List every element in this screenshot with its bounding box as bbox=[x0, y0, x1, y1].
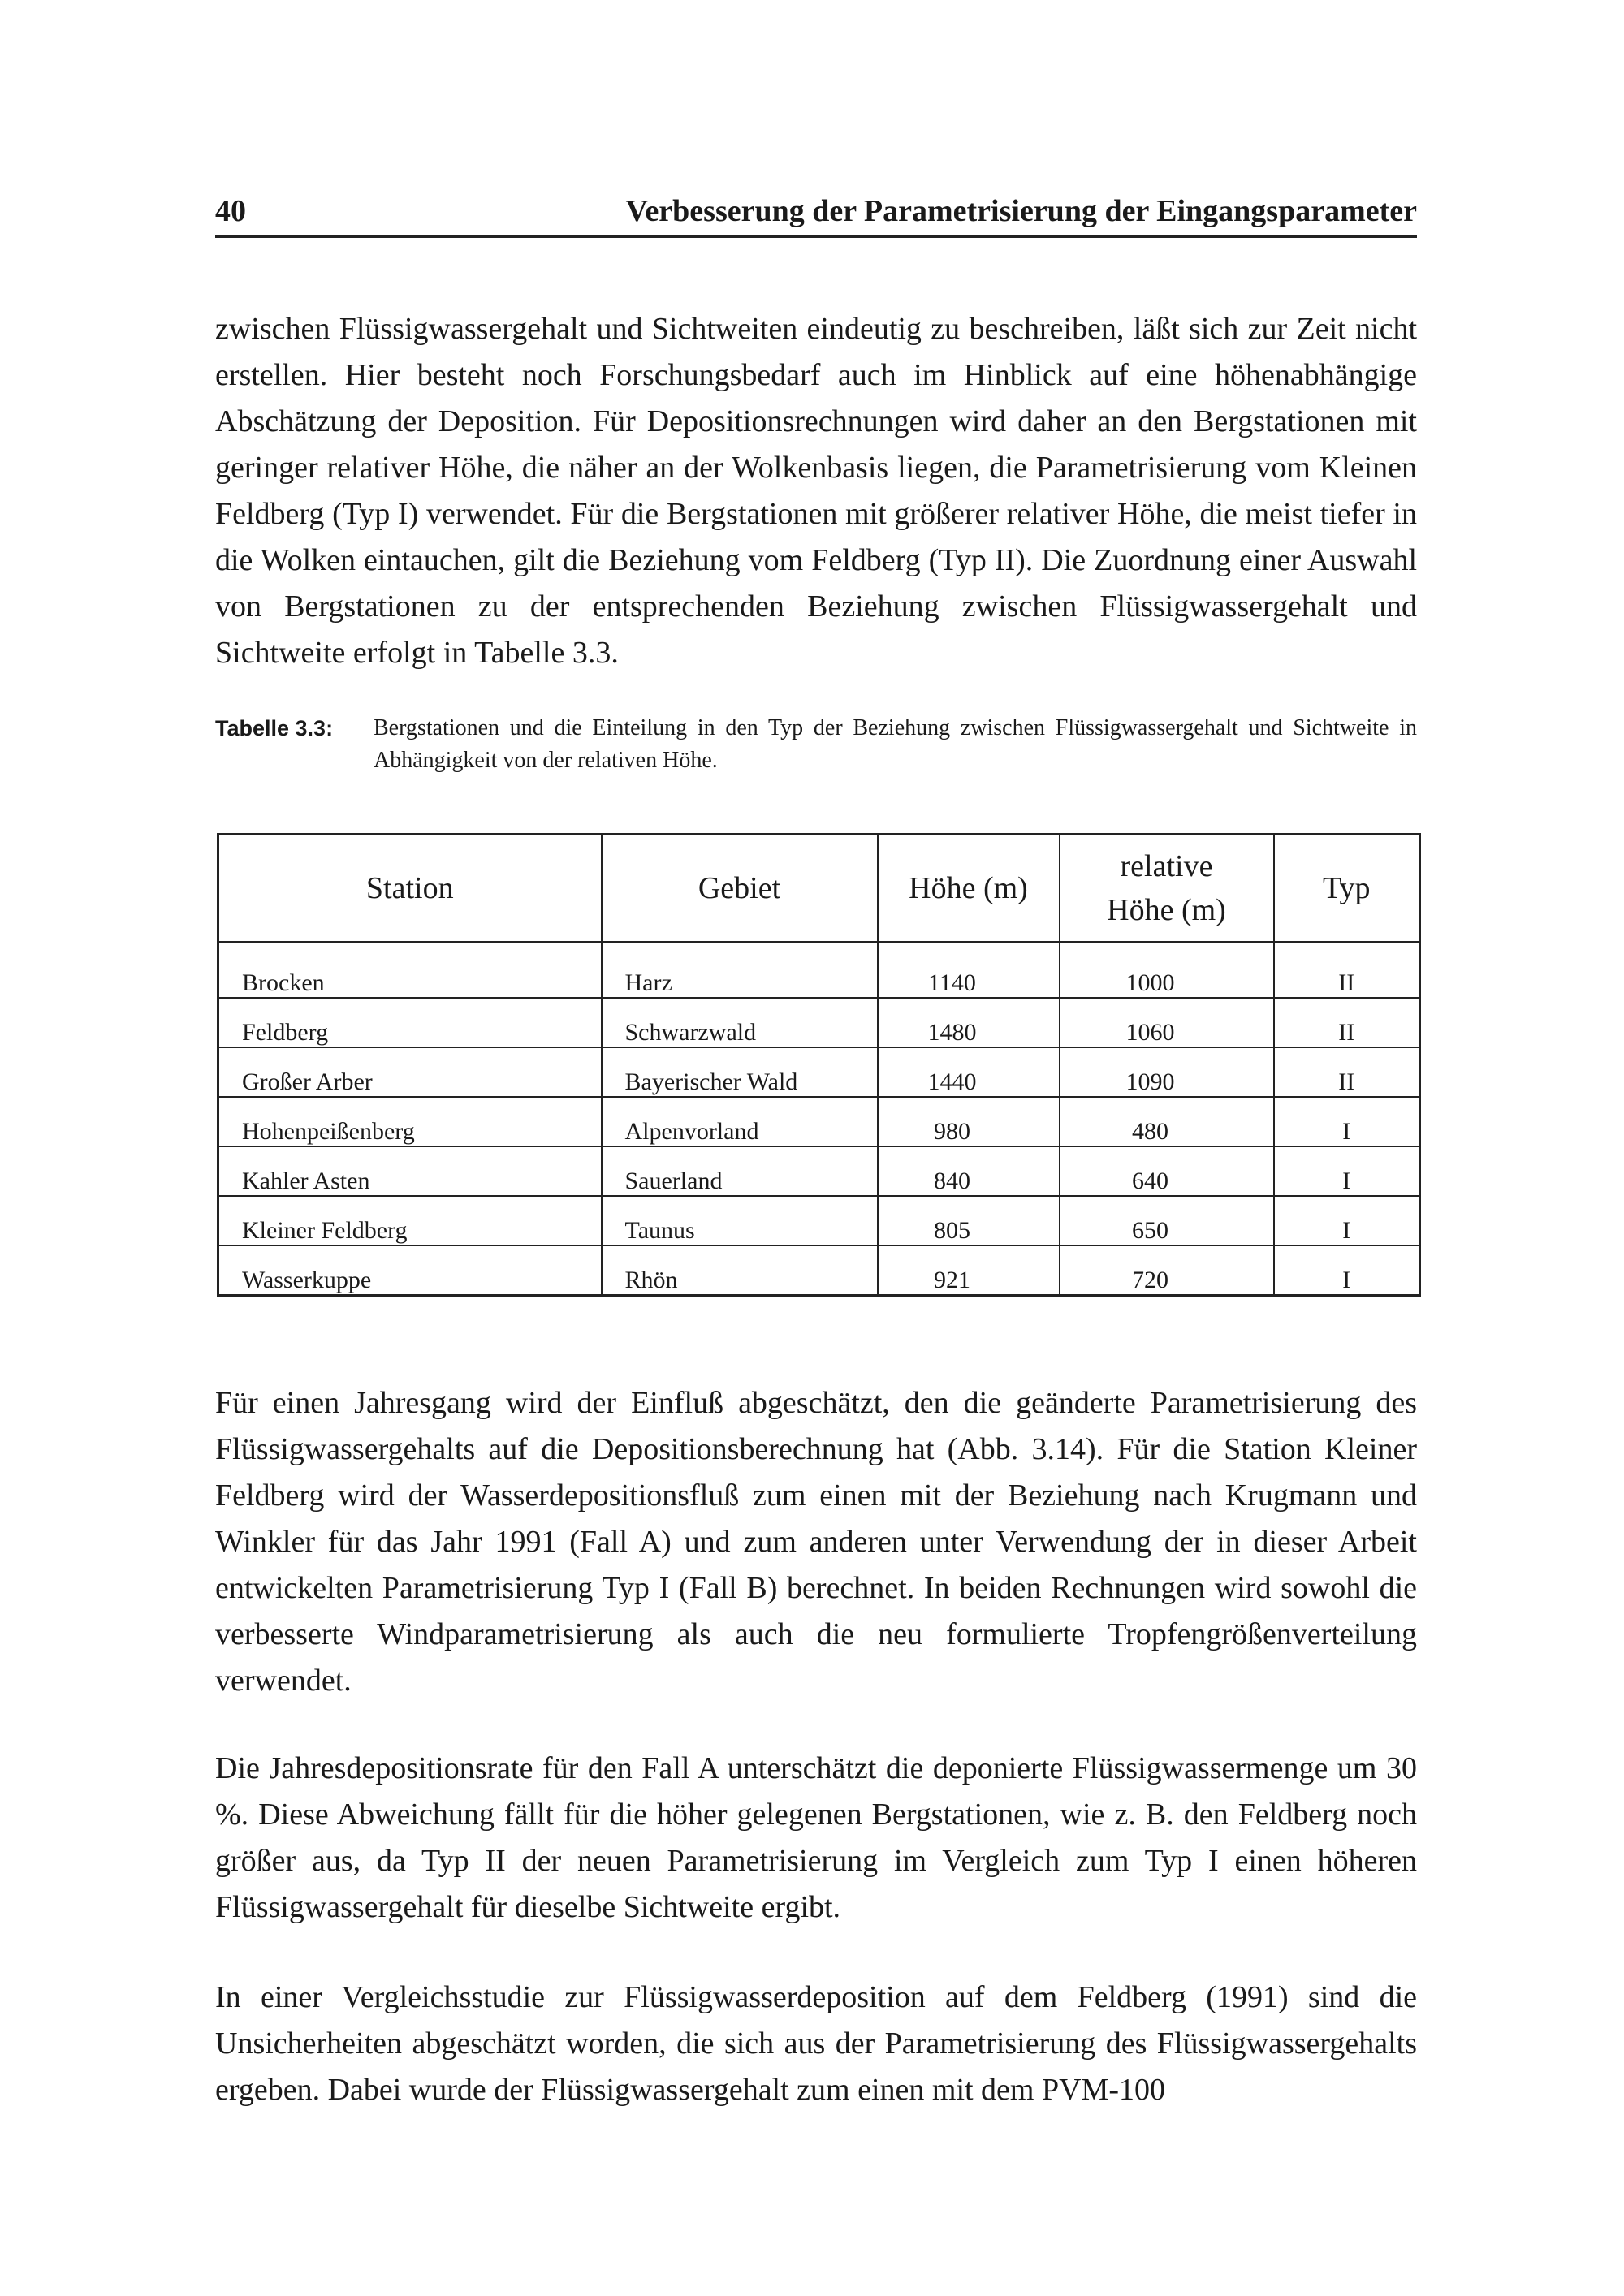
cell-station: Brocken bbox=[218, 942, 602, 998]
cell-hoehe: 980 bbox=[878, 1097, 1060, 1146]
header-relative-line1: relative bbox=[1120, 849, 1213, 883]
cell-gebiet: Alpenvorland bbox=[602, 1097, 878, 1146]
header-station: Station bbox=[218, 835, 602, 943]
cell-station: Großer Arber bbox=[218, 1047, 602, 1097]
header-relative-line2: Höhe (m) bbox=[1107, 893, 1226, 927]
paragraph-1: zwischen Flüssigwassergehalt und Sichtweiten eindeutig zu beschreiben, läßt sich zur Zeit nicht erstellen. Hier besteht noch Forschungsbedarf auch im Hinblick auf eine höhenabhängige Abschätzung der Deposition. Für Depositionsrechnungen wird daher an den Bergstationen mit geringer relativer Höhe, die näher an der Wolkenbasis liegen, die Parametrisierung vom Kleinen Feldberg (Typ I) verwendet. Für die Bergstationen mit größerer relativer Höhe, die meist tiefer in die Wolken eintauchen, gilt die Beziehung vom Feldberg (Typ II). Die Zuordnung einer Auswahl von Bergstationen zu der entsprechenden Beziehung zwischen Flüssigwassergehalt und Sichtweite erfolgt in Tabelle 3.3. bbox=[215, 312, 1417, 670]
running-header bbox=[215, 193, 1417, 238]
table-row bbox=[218, 1196, 1420, 1245]
paragraph-4: In einer Vergleichsstudie zur Flüssigwasserdeposition auf dem Feldberg (1991) sind die Unsicherheiten abgeschätzt worden, die sich aus der Parametrisierung des Flüssigwassergehalts ergeben. Dabei wurde der Flüssigwassergehalt zum einen mit dem PVM-100 bbox=[215, 1980, 1417, 2107]
cell-relative-hoehe: 480 bbox=[1060, 1097, 1274, 1146]
table-body bbox=[218, 942, 1420, 1296]
cell-typ: II bbox=[1274, 1047, 1420, 1097]
cell-gebiet: Harz bbox=[602, 942, 878, 998]
stations-table bbox=[217, 833, 1421, 1297]
table-row bbox=[218, 942, 1420, 998]
cell-hoehe: 840 bbox=[878, 1146, 1060, 1196]
cell-relative-hoehe: 1060 bbox=[1060, 998, 1274, 1047]
table-row bbox=[218, 1146, 1420, 1196]
cell-station: Feldberg bbox=[218, 998, 602, 1047]
cell-hoehe: 1480 bbox=[878, 998, 1060, 1047]
paragraph-3: Die Jahresdepositionsrate für den Fall A unterschätzt die deponierte Flüssigwassermenge um 30 %. Diese Abweichung fällt für die höher gelegenen Bergstationen, wie z. B. den Feldberg noch größer aus, da Typ II der neuen Parametrisierung im Vergleich zum Typ I einen höheren Flüssigwassergehalt für dieselbe Sichtweite ergibt. bbox=[215, 1751, 1417, 1924]
header-typ: Typ bbox=[1274, 835, 1420, 943]
cell-relative-hoehe: 1000 bbox=[1060, 942, 1274, 998]
cell-station: Kleiner Feldberg bbox=[218, 1196, 602, 1245]
header-hoehe: Höhe (m) bbox=[878, 835, 1060, 943]
header-gebiet: Gebiet bbox=[602, 835, 878, 943]
cell-station: Kahler Asten bbox=[218, 1146, 602, 1196]
cell-typ: I bbox=[1274, 1245, 1420, 1296]
caption-label: Tabelle 3.3: bbox=[215, 716, 334, 740]
table-header-row bbox=[218, 835, 1420, 943]
cell-relative-hoehe: 1090 bbox=[1060, 1047, 1274, 1097]
table-row bbox=[218, 1097, 1420, 1146]
cell-typ: I bbox=[1274, 1196, 1420, 1245]
header-relative-hoehe bbox=[1060, 835, 1274, 943]
cell-hoehe: 1140 bbox=[878, 942, 1060, 998]
cell-station: Hohenpeißenberg bbox=[218, 1097, 602, 1146]
cell-gebiet: Taunus bbox=[602, 1196, 878, 1245]
page-number: 40 bbox=[215, 194, 246, 228]
cell-relative-hoehe: 650 bbox=[1060, 1196, 1274, 1245]
cell-typ: II bbox=[1274, 942, 1420, 998]
cell-relative-hoehe: 720 bbox=[1060, 1245, 1274, 1296]
cell-hoehe: 805 bbox=[878, 1196, 1060, 1245]
cell-typ: I bbox=[1274, 1146, 1420, 1196]
cell-relative-hoehe: 640 bbox=[1060, 1146, 1274, 1196]
cell-gebiet: Schwarzwald bbox=[602, 998, 878, 1047]
cell-station: Wasserkuppe bbox=[218, 1245, 602, 1296]
cell-hoehe: 1440 bbox=[878, 1047, 1060, 1097]
table-row bbox=[218, 998, 1420, 1047]
cell-typ: II bbox=[1274, 998, 1420, 1047]
caption-text: Bergstationen und die Einteilung in den Typ der Beziehung zwischen Flüssigwassergehalt und Sichtweite in Abhängigkeit von der relativen Höhe. bbox=[374, 715, 1417, 773]
table-row bbox=[218, 1245, 1420, 1296]
chapter-title: Verbesserung der Parametrisierung der Eingangsparameter bbox=[625, 194, 1417, 228]
cell-gebiet: Rhön bbox=[602, 1245, 878, 1296]
paragraph-2: Für einen Jahresgang wird der Einfluß abgeschätzt, den die geänderte Parametrisierung des Flüssigwassergehalts auf die Depositionsberechnung hat (Abb. 3.14). Für die Station Kleiner Feldberg wird der Wasserdepositionsfluß zum einen mit der Beziehung nach Krugmann und Winkler für das Jahr 1991 (Fall A) und zum anderen unter Verwendung der in dieser Arbeit entwickelten Parametrisierung Typ I (Fall B) berechnet. In beiden Rechnungen wird sowohl die verbesserte Windparametrisierung als auch die neu formulierte Tropfengrößenverteilung verwendet. bbox=[215, 1386, 1417, 1698]
cell-hoehe: 921 bbox=[878, 1245, 1060, 1296]
cell-gebiet: Sauerland bbox=[602, 1146, 878, 1196]
cell-typ: I bbox=[1274, 1097, 1420, 1146]
table-row bbox=[218, 1047, 1420, 1097]
cell-gebiet: Bayerischer Wald bbox=[602, 1047, 878, 1097]
